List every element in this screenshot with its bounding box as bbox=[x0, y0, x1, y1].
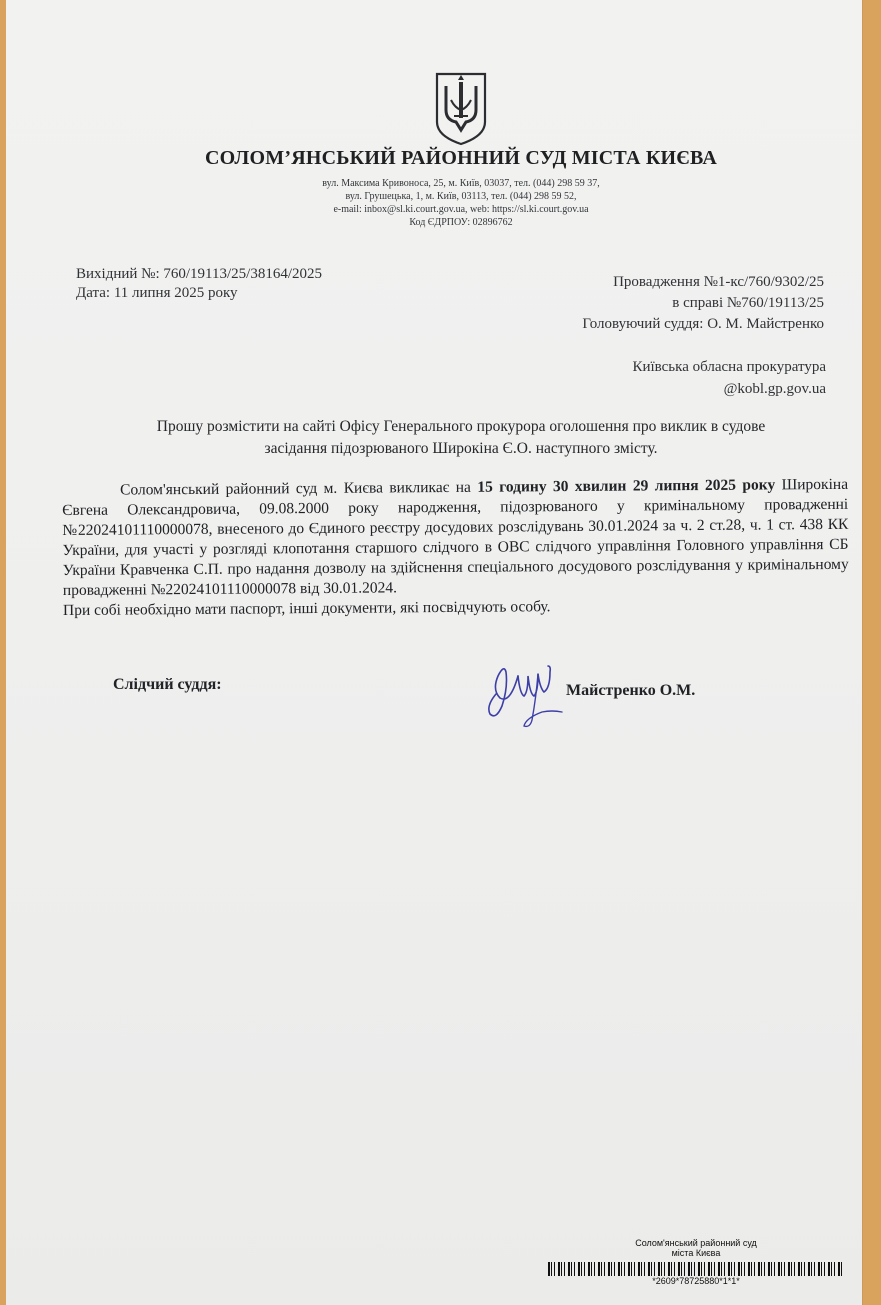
barcode-bar bbox=[631, 1262, 632, 1276]
case-number: в справі №760/19113/25 bbox=[672, 295, 824, 311]
barcode-bar bbox=[784, 1262, 785, 1276]
barcode-bar bbox=[728, 1262, 730, 1276]
barcode-bar bbox=[634, 1262, 635, 1276]
barcode-number: *2609*78725880*1*1* bbox=[652, 1276, 740, 1286]
barcode-bar bbox=[704, 1262, 705, 1276]
barcode-bar bbox=[734, 1262, 735, 1276]
barcode-bar bbox=[598, 1262, 600, 1276]
summons-body bbox=[62, 475, 849, 621]
barcode-bar bbox=[711, 1262, 712, 1276]
request-text bbox=[76, 416, 846, 460]
barcode-bar bbox=[614, 1262, 615, 1276]
barcode-bar bbox=[671, 1262, 672, 1276]
summons-main-text: Широкіна Євгена Олександровича, 09.08.2000 року народження, підозрюваного у кримінальному провадженні №22024101110000078, внесеного до Єдиного реєстру досудових розслідувань 30.01.2024 за ч. 2 ст.28, ч. 1 ст. 438 КК України, для участі у розгляді клопотання старшого слідчого в ОВС слідчого управління Головного управління СБ України Кравченка С.П. про надання дозволу на здійснення спеціального досудового розслідування у кримінальному провадженні №22024101110000078 від 30.01.2024. bbox=[62, 475, 849, 599]
barcode-bar bbox=[588, 1262, 590, 1276]
barcode-bar bbox=[691, 1262, 692, 1276]
barcode-bar bbox=[644, 1262, 645, 1276]
barcode-bar bbox=[774, 1262, 775, 1276]
edrpou-line: Код ЄДРПОУ: 02896762 bbox=[409, 217, 513, 228]
judge-name: Майстренко О.М. bbox=[566, 682, 696, 699]
barcode-bar bbox=[571, 1262, 572, 1276]
barcode-bar bbox=[581, 1262, 582, 1276]
barcode-bar bbox=[641, 1262, 642, 1276]
summons-intro: Солом'янський районний суд м. Києва викликає на bbox=[120, 478, 478, 499]
barcode-bar bbox=[661, 1262, 662, 1276]
barcode-bar bbox=[778, 1262, 780, 1276]
registration-barcode-block bbox=[546, 1238, 846, 1294]
barcode-bar bbox=[574, 1262, 575, 1276]
barcode-bar bbox=[551, 1262, 552, 1276]
barcode-bar bbox=[718, 1262, 720, 1276]
barcode-bar bbox=[591, 1262, 592, 1276]
barcode-bar bbox=[701, 1262, 702, 1276]
barcode-bar bbox=[791, 1262, 792, 1276]
barcode-bar bbox=[668, 1262, 670, 1276]
barcode-bar bbox=[764, 1262, 765, 1276]
barcode-bar bbox=[818, 1262, 820, 1276]
barcode-bar bbox=[744, 1262, 745, 1276]
barcode-bar bbox=[804, 1262, 805, 1276]
barcode-bar bbox=[681, 1262, 682, 1276]
proceeding-number: Провадження №1-кс/760/9302/25 bbox=[613, 274, 824, 290]
hearing-time: 15 годину 30 хвилин 29 липня 2025 року bbox=[477, 476, 776, 496]
barcode-bar bbox=[731, 1262, 732, 1276]
barcode-bar bbox=[568, 1262, 570, 1276]
barcode-bar bbox=[554, 1262, 555, 1276]
barcode-bar bbox=[834, 1262, 835, 1276]
barcode-bar bbox=[624, 1262, 625, 1276]
barcode-bar bbox=[651, 1262, 652, 1276]
request-line-2: засідання підозрюваного Широкіна Є.О. наступного змісту. bbox=[264, 440, 658, 457]
barcode-bar bbox=[808, 1262, 810, 1276]
barcode-bar bbox=[611, 1262, 612, 1276]
barcode-bar bbox=[814, 1262, 815, 1276]
barcode-bar bbox=[578, 1262, 580, 1276]
barcode-bar bbox=[564, 1262, 565, 1276]
barcode-bar bbox=[604, 1262, 605, 1276]
barcode-bar bbox=[561, 1262, 562, 1276]
barcode-bar bbox=[741, 1262, 742, 1276]
barcode-bar bbox=[601, 1262, 602, 1276]
handwritten-signature bbox=[466, 636, 576, 736]
barcode-bar bbox=[548, 1262, 550, 1276]
barcode-bar bbox=[674, 1262, 675, 1276]
passport-note: При собі необхідно мати паспорт, інші документи, які посвідчують особу. bbox=[62, 598, 551, 619]
barcode-bar bbox=[714, 1262, 715, 1276]
outgoing-number: Вихідний №: 760/19113/25/38164/2025 bbox=[76, 266, 323, 282]
barcode-bar bbox=[618, 1262, 620, 1276]
recipient-block bbox=[632, 356, 826, 400]
barcode-bar bbox=[621, 1262, 622, 1276]
barcode-bar bbox=[828, 1262, 830, 1276]
barcode-bar bbox=[821, 1262, 822, 1276]
barcode-bar bbox=[824, 1262, 825, 1276]
barcode-bar bbox=[801, 1262, 802, 1276]
barcode-bar bbox=[751, 1262, 752, 1276]
barcode-bar bbox=[788, 1262, 790, 1276]
barcode-bar bbox=[688, 1262, 690, 1276]
barcode-bar bbox=[748, 1262, 750, 1276]
case-info bbox=[582, 272, 824, 335]
barcode-bar bbox=[698, 1262, 700, 1276]
request-line-1: Прошу розмістити на сайті Офісу Генерального прокурора оголошення про виклик в судове bbox=[156, 418, 766, 435]
trident-coat-of-arms-icon bbox=[434, 72, 488, 146]
barcode-bar bbox=[761, 1262, 762, 1276]
presiding-judge: Головуючий суддя: О. М. Майстренко bbox=[582, 316, 824, 332]
barcode-bar bbox=[654, 1262, 655, 1276]
barcode-label-line-2: міста Києва bbox=[671, 1248, 721, 1258]
outgoing-info bbox=[76, 265, 322, 303]
barcode-bar bbox=[638, 1262, 640, 1276]
barcode-bar bbox=[658, 1262, 660, 1276]
barcode-bar bbox=[758, 1262, 760, 1276]
barcode-bar bbox=[771, 1262, 772, 1276]
barcode-bar bbox=[628, 1262, 630, 1276]
barcode-bar bbox=[768, 1262, 770, 1276]
barcode-court-label bbox=[546, 1238, 846, 1258]
barcode-bar bbox=[648, 1262, 650, 1276]
address-line-2: вул. Грушецька, 1, м. Київ, 03113, тел. (044) 298 59 52, bbox=[345, 191, 577, 202]
barcode-bar bbox=[708, 1262, 710, 1276]
barcode-bar bbox=[594, 1262, 595, 1276]
barcode-bar bbox=[794, 1262, 795, 1276]
barcode-bar bbox=[754, 1262, 755, 1276]
barcode-bar bbox=[738, 1262, 740, 1276]
email-web-line: e-mail: inbox@sl.ki.court.gov.ua, web: https://sl.ki.court.gov.ua bbox=[333, 204, 589, 215]
barcode-bar bbox=[798, 1262, 800, 1276]
recipient-email: @kobl.gp.gov.ua bbox=[723, 381, 826, 397]
investigating-judge-label: Слідчий суддя: bbox=[113, 676, 222, 693]
barcode-bar bbox=[608, 1262, 610, 1276]
court-name-heading: СОЛОМ’ЯНСЬКИЙ РАЙОННИЙ СУД МІСТА КИЄВА bbox=[205, 147, 717, 169]
barcode-bar bbox=[584, 1262, 585, 1276]
barcode-bar bbox=[838, 1262, 840, 1276]
barcode-bar bbox=[558, 1262, 560, 1276]
barcode-bar bbox=[781, 1262, 782, 1276]
barcode-bar bbox=[724, 1262, 725, 1276]
barcode-bar bbox=[678, 1262, 680, 1276]
recipient-name: Київська обласна прокуратура bbox=[632, 359, 826, 375]
court-contacts bbox=[196, 177, 726, 229]
barcode-bar bbox=[841, 1262, 842, 1276]
barcode-label-line-1: Солом'янський районний суд bbox=[635, 1238, 757, 1248]
address-line-1: вул. Максима Кривоноса, 25, м. Київ, 03037, тел. (044) 298 59 37, bbox=[322, 178, 600, 189]
outgoing-date: Дата: 11 липня 2025 року bbox=[76, 285, 238, 301]
document-page bbox=[6, 0, 862, 1305]
barcode-bar bbox=[664, 1262, 665, 1276]
barcode-icon bbox=[546, 1262, 846, 1276]
barcode-bar bbox=[721, 1262, 722, 1276]
barcode-bar bbox=[811, 1262, 812, 1276]
barcode-bar bbox=[684, 1262, 685, 1276]
barcode-bar bbox=[694, 1262, 695, 1276]
summons-paragraph bbox=[62, 475, 849, 601]
barcode-bar bbox=[831, 1262, 832, 1276]
